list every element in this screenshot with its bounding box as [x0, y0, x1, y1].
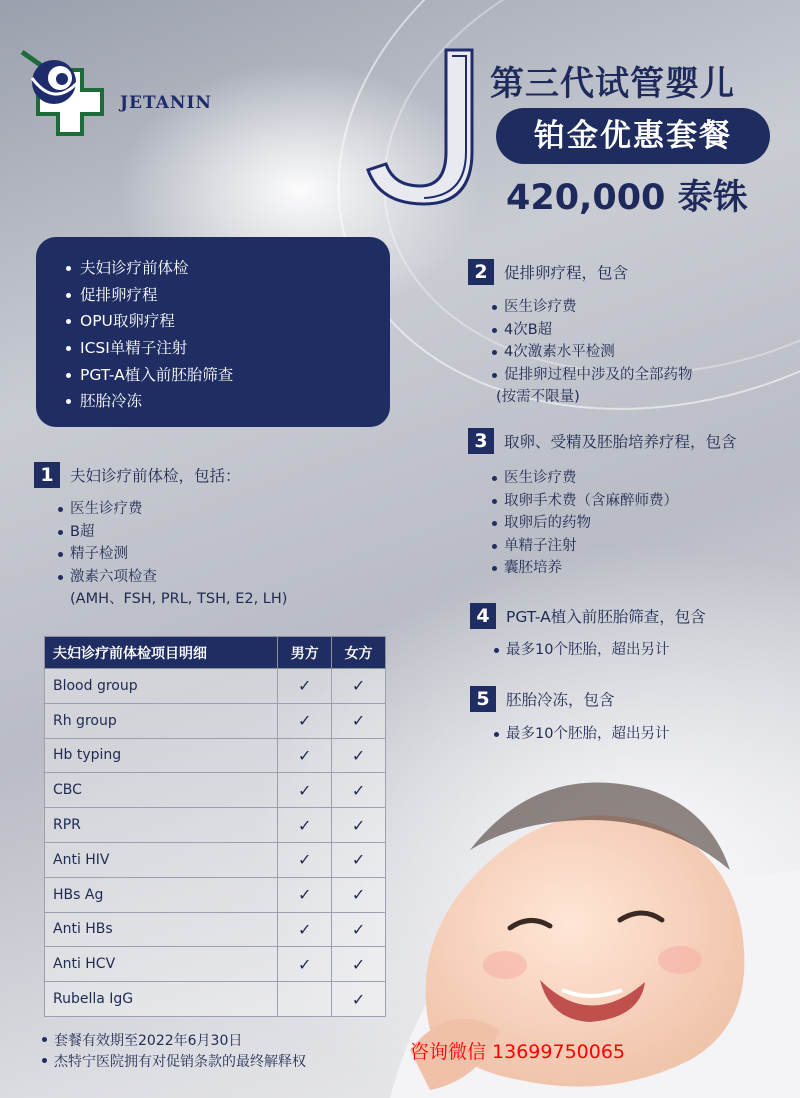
list-item: 促排卵过程中涉及的全部药物: [504, 364, 693, 387]
test-name: Rubella IgG: [45, 982, 278, 1017]
section-number: 1: [34, 462, 60, 488]
test-name: HBs Ag: [45, 877, 278, 912]
summary-item: 夫妇诊疗前体检: [80, 255, 390, 282]
list-item: 取卵手术费（含麻醉师费）: [504, 490, 678, 513]
hormone-note: (AMH、FSH, PRL, TSH, E2, LH): [70, 591, 288, 607]
test-name: Anti HCV: [45, 947, 278, 982]
male-check: ✓: [278, 842, 332, 877]
list-item: 单精子注射: [504, 535, 678, 558]
female-check: ✓: [332, 912, 386, 947]
list-item: 4次B超: [504, 319, 693, 342]
table-row: [45, 738, 386, 773]
summary-item: PGT-A植入前胚胎筛查: [80, 362, 390, 389]
female-check: ✓: [332, 808, 386, 843]
table-header-item: 夫妇诊疗前体检项目明细: [45, 637, 278, 669]
package-summary-box: [36, 237, 390, 427]
list-item: 医生诊疗费: [504, 467, 678, 490]
list-item: B超: [70, 521, 287, 544]
female-check: ✓: [332, 703, 386, 738]
list-item: 医生诊疗费: [504, 296, 693, 319]
list-item: 囊胚培养: [504, 557, 678, 580]
list-item: 4次激素水平检测: [504, 341, 693, 364]
summary-item: 促排卵疗程: [80, 282, 390, 309]
summary-item: 胚胎冷冻: [80, 388, 390, 415]
section-items: [70, 498, 287, 611]
table-row: [45, 947, 386, 982]
j-letter-graphic: [360, 40, 480, 210]
female-check: ✓: [332, 738, 386, 773]
validity-note: 套餐有效期至2022年6月30日: [54, 1030, 242, 1050]
jetanin-logo: [20, 48, 210, 138]
table-row: [45, 842, 386, 877]
table-row: [45, 773, 386, 808]
test-name: Anti HBs: [45, 912, 278, 947]
male-check: ✓: [278, 773, 332, 808]
list-item: 取卵后的药物: [504, 512, 678, 535]
summary-item: OPU取卵疗程: [80, 308, 390, 335]
female-check: ✓: [332, 842, 386, 877]
table-row: [45, 912, 386, 947]
section-title: PGT-A植入前胚胎筛查，包含: [506, 608, 706, 626]
female-check: ✓: [332, 982, 386, 1017]
headline-price: 420,000 泰铢: [506, 178, 748, 218]
table-header-male: 男方: [278, 637, 332, 669]
section-number: 4: [470, 603, 496, 629]
test-name: Blood group: [45, 669, 278, 704]
list-item-note: (按需不限量): [496, 389, 580, 405]
test-name: Hb typing: [45, 738, 278, 773]
female-check: ✓: [332, 947, 386, 982]
female-check: ✓: [332, 877, 386, 912]
section-title: 促排卵疗程，包含: [504, 264, 629, 282]
disclaimer-note: 杰特宁医院拥有对促销条款的最终解释权: [54, 1051, 306, 1071]
table-row: [45, 703, 386, 738]
cross-eye-icon: [20, 48, 120, 138]
contact-wechat: 咨询微信 13699750065: [410, 1041, 626, 1063]
headline-title: 第三代试管婴儿: [490, 64, 735, 104]
brand-name: JETANIN: [120, 93, 212, 113]
list-item: 最多10个胚胎，超出另计: [506, 639, 669, 662]
section-items: [506, 639, 669, 662]
headline-package-badge: 铂金优惠套餐: [496, 108, 770, 164]
table-row: [45, 669, 386, 704]
male-check: ✓: [278, 738, 332, 773]
male-check: [278, 982, 332, 1017]
section-items: [504, 467, 678, 580]
list-item: 激素六项检查: [70, 566, 287, 589]
male-check: ✓: [278, 808, 332, 843]
section-number: 3: [468, 428, 494, 454]
male-check: ✓: [278, 877, 332, 912]
test-name: Rh group: [45, 703, 278, 738]
list-item: 医生诊疗费: [70, 498, 287, 521]
list-item: 最多10个胚胎，超出另计: [506, 723, 669, 746]
table-row: [45, 808, 386, 843]
female-check: ✓: [332, 773, 386, 808]
table-row: [45, 982, 386, 1017]
male-check: ✓: [278, 669, 332, 704]
section-number: 5: [470, 686, 496, 712]
table-row: [45, 877, 386, 912]
section-title: 取卵、受精及胚胎培养疗程，包含: [504, 433, 737, 451]
test-name: RPR: [45, 808, 278, 843]
section-title: 夫妇诊疗前体检，包括：: [70, 467, 241, 485]
male-check: ✓: [278, 912, 332, 947]
list-item: 精子检测: [70, 543, 287, 566]
section-items: [496, 296, 693, 409]
test-name: Anti HIV: [45, 842, 278, 877]
test-name: CBC: [45, 773, 278, 808]
section-title: 胚胎冷冻，包含: [506, 691, 615, 709]
male-check: ✓: [278, 947, 332, 982]
female-check: ✓: [332, 669, 386, 704]
table-header-female: 女方: [332, 637, 386, 669]
summary-item: ICSI单精子注射: [80, 335, 390, 362]
section-number: 2: [468, 259, 494, 285]
table-header-row: [45, 637, 386, 669]
male-check: ✓: [278, 703, 332, 738]
pre-treatment-checkup-table: [44, 636, 386, 1017]
